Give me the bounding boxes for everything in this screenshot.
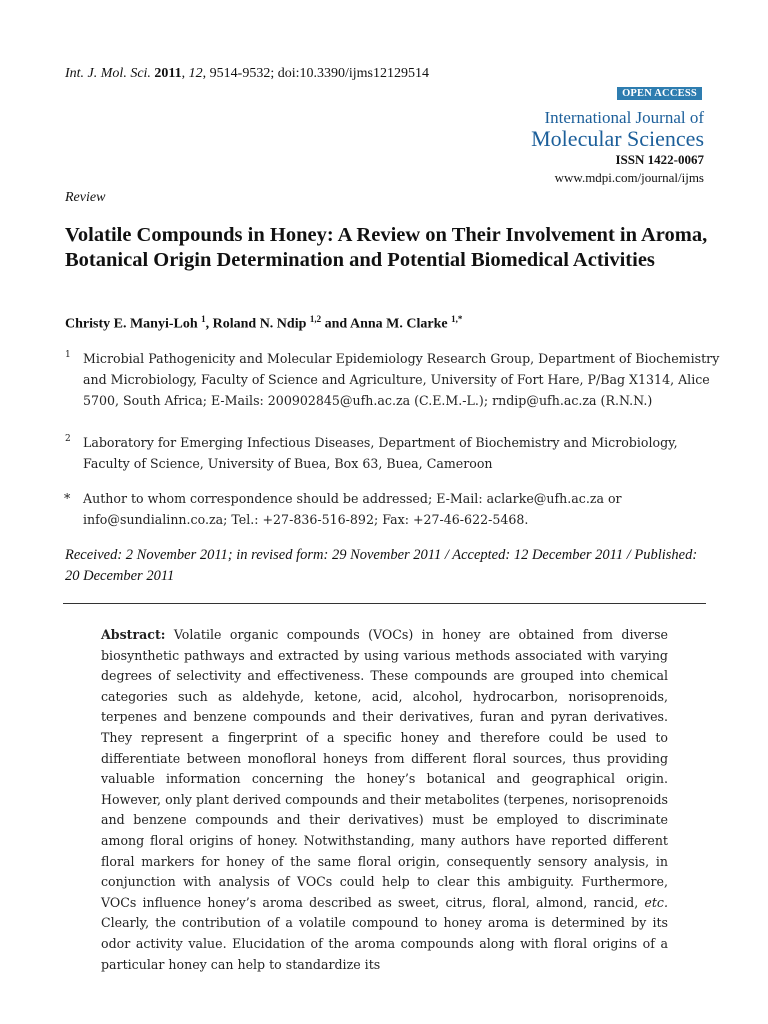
affiliation-number: 1 [65,350,71,360]
article-title: Volatile Compounds in Honey: A Review on Their Involvement in Aroma, Botanical Origin Determination and Potential Biomedical Activities [65,224,708,271]
correspondence-mark: * [64,491,71,506]
abstract [101,625,668,975]
journal-abbrev: Int. J. Mol. Sci. [65,66,151,81]
citation-year: 2011 [154,66,182,81]
affiliation-2 [65,432,723,474]
author-affil-mark: 1,* [451,314,463,324]
abstract-text-cont: Clearly, the contribution of a volatile compound to honey aroma is determined by its odor activity value. Elucidation of the aroma compounds along with floral origins of a particular honey can help to standardize its [101,915,668,972]
correspondence-text: Author to whom correspondence should be addressed; E-Mail: aclarke@ufh.ac.za or info@sundialinn.co.za; Tel.: +27-836-516-892; Fax: +27-46-622-5468. [83,491,622,527]
publication-dates: Received: 2 November 2011; in revised form: 29 November 2011 / Accepted: 12 December 2011 / Published: 20 December 2011 [65,547,698,584]
author-list [65,314,462,333]
divider-rule [63,603,706,604]
affiliation-number: 2 [65,434,71,444]
abstract-text: Volatile organic compounds (VOCs) in honey are obtained from diverse biosynthetic pathways and extracted by using various methods associated with varying degrees of selectivity and effectiveness. These compounds are grouped into chemical categories such as aldehyde, ketone, acid, alcohol, hydrocarbon, norisoprenoids, terpenes and benzene compounds and their derivatives, furan and pyran derivatives. They represent a fingerprint of a specific honey and therefore could be used to differentiate between monofloral honeys from different floral sources, thus providing valuable information concerning the honey’s botanical and geographical origin. However, only plant derived compounds and their metabolites (terpenes, norisoprenoids and benzene compounds and their derivatives) must be employed to discriminate among floral origins of honey. Notwithstanding, many authors have reported different floral markers for honey of the same floral origin, consequently sensory analysis, in conjunction with analysis of VOCs could help to clear this ambiguity. Furthermore, VOCs influence honey’s aroma described as sweet, citrus, floral, almond, rancid, [101,627,668,910]
author-separator: and [321,316,350,332]
citation-line: Int. J. Mol. Sci. 2011, 12, 9514-9532; doi:10.3390/ijms12129514 [65,66,429,81]
affiliation-text: Laboratory for Emerging Infectious Diseases, Department of Biochemistry and Microbiology, Faculty of Science, University of Buea, Box 63, Buea, Cameroon [83,435,678,471]
abstract-label: Abstract: [101,627,166,642]
affiliation-1 [65,348,723,411]
issn: ISSN 1422-0067 [615,152,704,167]
citation-volume: 12 [188,66,203,81]
journal-website: www.mdpi.com/journal/ijms [554,170,704,185]
author-name: Roland N. Ndip [212,316,310,332]
abstract-etc: etc. [644,894,668,910]
author-separator: , [205,316,213,332]
author-name: Anna M. Clarke [349,316,452,332]
citation-pages-doi: , 9514-9532; doi:10.3390/ijms12129514 [202,66,429,81]
author-affil-mark: 1,2 [309,314,322,324]
journal-name-line1: International Journal of [544,108,704,127]
open-access-badge: OPEN ACCESS [617,87,702,100]
author-affil-mark: 1 [201,314,206,324]
correspondence-note [64,488,723,530]
journal-name-line2: Molecular Sciences [531,126,704,151]
affiliation-text: Microbial Pathogenicity and Molecular Epidemiology Research Group, Department of Biochemistry and Microbiology, Faculty of Science and Agriculture, University of Fort Hare, P/Bag X1314, Alice 5700, South Africa; E-Mails: 200902845@ufh.ac.za (C.E.M.-L.); rndip@ufh.ac.za (R.N.N.) [83,351,720,408]
author-name: Christy E. Manyi-Loh [65,316,202,332]
article-type: Review [65,190,106,205]
